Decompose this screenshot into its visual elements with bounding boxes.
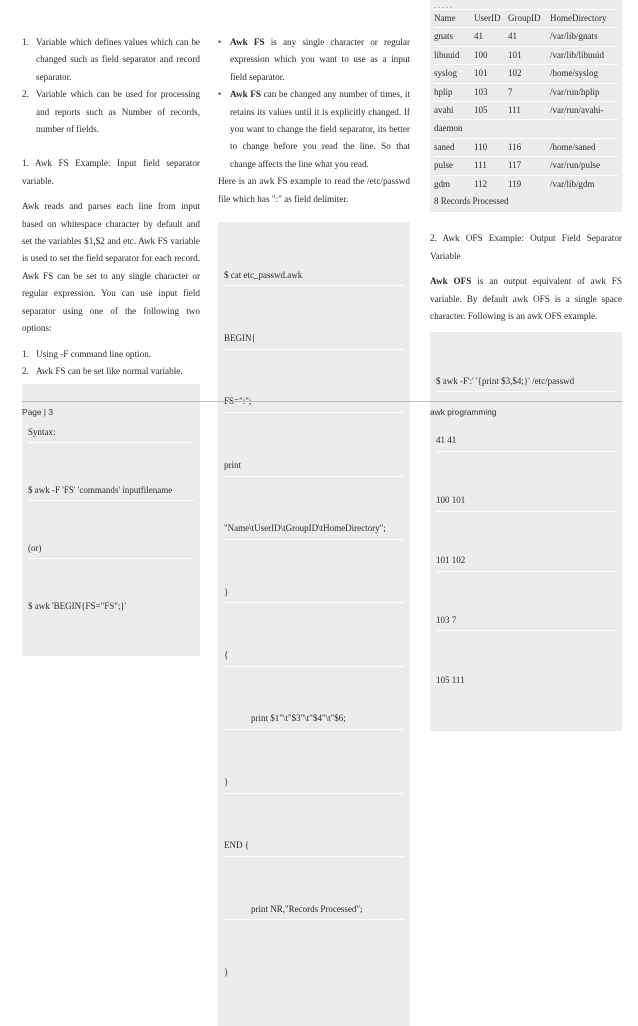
paragraph-fs: Awk reads and parses each line from input based on whitespace character by default and set the variables $1,$2 and etc. Awk FS variable is used to set the field separator for each record. Awk FS can be set to any single character or regular expression. You can use input field separator using one of the following two options: (22, 201, 200, 334)
awk-script-code-block (218, 222, 410, 1026)
list-item: 1. Using -F command line option. (22, 348, 152, 359)
table-cell: 117 (508, 160, 522, 171)
document-title: awk programming (430, 407, 497, 417)
table-row (434, 84, 618, 102)
section-heading-fs: 1. Awk FS Example: Input field separator variable. (22, 158, 200, 186)
table-cell: syslog (434, 68, 458, 79)
code-line: { (224, 645, 404, 667)
table-cell: /var/run/hplip (550, 86, 600, 97)
table-cell: 100 (474, 49, 488, 60)
list-item: • Awk FS is any single character or regular expression which you want to use as a input field separator. (218, 37, 411, 82)
code-line: Syntax: (28, 423, 194, 443)
page-number: Page | 3 (22, 407, 54, 417)
code-line: 101 102 (436, 551, 616, 572)
syntax-code-block (22, 384, 200, 656)
list-item: 2. Variable which can be used for processing and reports such as Number of records, number of fields. (22, 89, 200, 135)
passwd-output-table (430, 0, 622, 212)
table-cell: 111 (508, 105, 521, 116)
column-left (22, 34, 200, 656)
table-cell: 101 (508, 49, 522, 60)
table-cell: /home/syslog (550, 68, 599, 79)
fs-bullet-list (218, 34, 410, 173)
code-line: $ awk 'BEGIN{FS="FS";}' (28, 601, 127, 612)
table-cell: 41 (508, 31, 517, 42)
table-cell: /var/run/pulse (550, 160, 600, 171)
table-cell (542, 120, 618, 137)
table-header-row: Name UserID GroupID HomeDirectory (434, 10, 618, 28)
table-footer-row: 8 Records Processed (434, 196, 509, 207)
code-line: } (224, 966, 229, 977)
table-row (434, 65, 618, 83)
list-item: 2. Awk FS can be set like normal variable. (22, 365, 183, 376)
table-cell: hplip (434, 86, 453, 97)
table-cell: 41 (474, 31, 483, 42)
code-line: $ cat etc_passwd.awk (224, 265, 404, 287)
code-line: 100 101 (436, 491, 616, 512)
table-cell (474, 120, 508, 137)
list-item: • Awk FS can be changed any number of times, it retains its values until it is explicitly changed. If you want to change the field separator, its better to change before you read the line. So that change affects the line what you read. (218, 89, 411, 169)
table-cell: daemon (434, 123, 463, 134)
code-line: print $1"\t"$3"\t"$4"\t"$6; (224, 708, 404, 730)
table-cell: /var/lib/gnats (550, 31, 598, 42)
footer-rule (22, 401, 622, 402)
table-cell: 110 (474, 141, 488, 152)
code-line: "Name\tUserID\tGroupID\tHomeDirectory"; (224, 518, 404, 540)
code-line: 103 7 (436, 611, 616, 632)
table-row (434, 120, 618, 138)
table-cell: 103 (474, 86, 488, 97)
table-cell: /var/lib/gdm (550, 178, 595, 189)
table-cell: gnats (434, 31, 453, 42)
table-body (434, 28, 618, 193)
table-row (434, 157, 618, 175)
code-line: $ awk -F':' '{print $3,$4;}' /etc/passwd (436, 372, 616, 393)
table-cell: 116 (508, 141, 522, 152)
table-cell: 119 (508, 178, 522, 189)
table-cell: 7 (508, 86, 513, 97)
table-cut-row: . . . . . (434, 2, 618, 10)
variable-types-list (22, 34, 200, 138)
table-cell: /var/run/avahi- (550, 105, 604, 116)
table-row (434, 139, 618, 157)
table-cell: saned (434, 141, 455, 152)
table-cell: /var/lib/libuuid (550, 49, 604, 60)
code-line: END { (224, 835, 404, 857)
table-cell (508, 120, 542, 137)
table-cell: /home/saned (550, 141, 596, 152)
table-cell: 111 (474, 160, 487, 171)
code-line: (or) (28, 539, 194, 559)
table-cell: avahi (434, 105, 454, 116)
code-line: 41 41 (436, 431, 616, 452)
paragraph-passwd: Here is an awk FS example to read the /etc/passwd file which has ":" as field delimiter. (218, 176, 410, 204)
code-line: BEGIN{ (224, 328, 404, 350)
table-cell: 112 (474, 178, 488, 189)
table-cell: 105 (474, 105, 488, 116)
ofs-code-block (430, 332, 622, 732)
code-line: print (224, 455, 404, 477)
list-item: 1. Variable which defines values which can be changed such as field separator and record separator. (22, 37, 200, 82)
code-line: $ awk -F 'FS' 'commands' inputfilename (28, 481, 194, 501)
table-row (434, 47, 618, 65)
table-cell: gdm (434, 178, 451, 189)
column-right (430, 0, 622, 731)
table-cell: pulse (434, 160, 453, 171)
table-cell: 101 (474, 68, 488, 79)
paragraph-ofs: Awk OFS is an output equivalent of awk FS variable. By default awk OFS is a single space character. Following is an awk OFS example. (430, 276, 622, 322)
table-cell: 102 (508, 68, 522, 79)
code-line: 105 111 (436, 674, 465, 685)
code-line: print NR,"Records Processed"; (224, 899, 404, 921)
column-middle (218, 34, 410, 1026)
section-heading-ofs: 2. Awk OFS Example: Output Field Separator Variable (430, 233, 622, 261)
code-line: } (224, 582, 404, 604)
table-cell: libuuid (434, 49, 460, 60)
code-line: FS=":"; (224, 391, 404, 413)
fs-options-list (22, 346, 200, 381)
table-row (434, 176, 618, 193)
table-row (434, 28, 618, 46)
table-row (434, 102, 618, 120)
code-line: } (224, 772, 404, 794)
